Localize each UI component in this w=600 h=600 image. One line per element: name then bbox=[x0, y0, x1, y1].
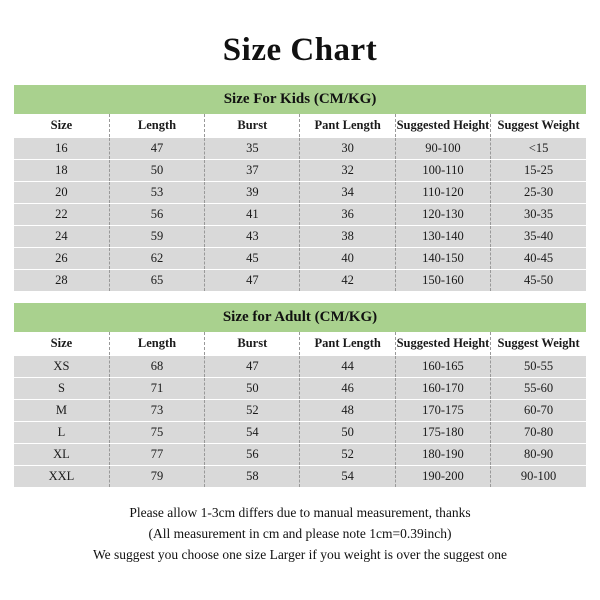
page-title: Size Chart bbox=[222, 32, 378, 68]
cell-burst: 47 bbox=[205, 270, 300, 292]
cell-pant-length: 40 bbox=[300, 248, 395, 270]
cell-pant-length: 32 bbox=[300, 160, 395, 182]
adult-table-band-row bbox=[14, 303, 586, 332]
cell-size: M bbox=[14, 400, 109, 422]
table-row bbox=[14, 422, 586, 444]
cell-height: 150-160 bbox=[395, 270, 490, 292]
adult-col-weight: Suggest Weight bbox=[491, 332, 586, 356]
cell-height: 90-100 bbox=[395, 138, 490, 160]
table-row bbox=[14, 204, 586, 226]
cell-size: XS bbox=[14, 356, 109, 378]
adult-table-band-label: Size for Adult (CM/KG) bbox=[14, 303, 586, 332]
cell-length: 73 bbox=[109, 400, 204, 422]
cell-size: 22 bbox=[14, 204, 109, 226]
kids-col-burst: Burst bbox=[205, 114, 300, 138]
kids-table-band-label: Size For Kids (CM/KG) bbox=[14, 85, 586, 114]
cell-size: 24 bbox=[14, 226, 109, 248]
cell-weight: 25-30 bbox=[491, 182, 586, 204]
cell-size: XXL bbox=[14, 466, 109, 488]
table-row bbox=[14, 138, 586, 160]
kids-col-size: Size bbox=[14, 114, 109, 138]
cell-pant-length: 44 bbox=[300, 356, 395, 378]
cell-height: 170-175 bbox=[395, 400, 490, 422]
cell-weight: 30-35 bbox=[491, 204, 586, 226]
cell-pant-length: 50 bbox=[300, 422, 395, 444]
cell-burst: 39 bbox=[205, 182, 300, 204]
cell-weight: 45-50 bbox=[491, 270, 586, 292]
kids-col-height: Suggested Height bbox=[395, 114, 490, 138]
cell-height: 160-170 bbox=[395, 378, 490, 400]
cell-length: 68 bbox=[109, 356, 204, 378]
cell-height: 190-200 bbox=[395, 466, 490, 488]
table-row bbox=[14, 248, 586, 270]
cell-height: 130-140 bbox=[395, 226, 490, 248]
cell-size: 20 bbox=[14, 182, 109, 204]
cell-weight: 35-40 bbox=[491, 226, 586, 248]
cell-burst: 54 bbox=[205, 422, 300, 444]
cell-length: 75 bbox=[109, 422, 204, 444]
cell-pant-length: 36 bbox=[300, 204, 395, 226]
cell-weight: 80-90 bbox=[491, 444, 586, 466]
cell-weight: <15 bbox=[491, 138, 586, 160]
cell-size: 28 bbox=[14, 270, 109, 292]
cell-burst: 56 bbox=[205, 444, 300, 466]
cell-pant-length: 42 bbox=[300, 270, 395, 292]
cell-length: 50 bbox=[109, 160, 204, 182]
cell-size: 16 bbox=[14, 138, 109, 160]
adult-col-pantlength: Pant Length bbox=[300, 332, 395, 356]
cell-length: 56 bbox=[109, 204, 204, 226]
table-row bbox=[14, 466, 586, 488]
cell-burst: 47 bbox=[205, 356, 300, 378]
cell-size: S bbox=[14, 378, 109, 400]
table-row bbox=[14, 444, 586, 466]
note-line-3: We suggest you choose one size Larger if you weight is over the suggest one bbox=[92, 546, 508, 562]
cell-size: L bbox=[14, 422, 109, 444]
table-row bbox=[14, 160, 586, 182]
cell-length: 47 bbox=[109, 138, 204, 160]
table-row bbox=[14, 356, 586, 378]
cell-weight: 70-80 bbox=[491, 422, 586, 444]
cell-burst: 50 bbox=[205, 378, 300, 400]
cell-height: 120-130 bbox=[395, 204, 490, 226]
cell-pant-length: 34 bbox=[300, 182, 395, 204]
cell-length: 79 bbox=[109, 466, 204, 488]
cell-weight: 50-55 bbox=[491, 356, 586, 378]
kids-table-header-row bbox=[14, 114, 586, 138]
cell-size: 18 bbox=[14, 160, 109, 182]
cell-length: 53 bbox=[109, 182, 204, 204]
cell-length: 59 bbox=[109, 226, 204, 248]
table-row bbox=[14, 270, 586, 292]
cell-height: 100-110 bbox=[395, 160, 490, 182]
kids-col-weight: Suggest Weight bbox=[491, 114, 586, 138]
note-line-2: (All measurement in cm and please note 1cm=0.39inch) bbox=[148, 525, 452, 541]
cell-pant-length: 52 bbox=[300, 444, 395, 466]
kids-size-table bbox=[14, 85, 586, 291]
table-row bbox=[14, 400, 586, 422]
kids-col-pantlength: Pant Length bbox=[300, 114, 395, 138]
cell-pant-length: 48 bbox=[300, 400, 395, 422]
cell-length: 65 bbox=[109, 270, 204, 292]
cell-weight: 60-70 bbox=[491, 400, 586, 422]
cell-burst: 58 bbox=[205, 466, 300, 488]
cell-size: 26 bbox=[14, 248, 109, 270]
cell-length: 62 bbox=[109, 248, 204, 270]
cell-pant-length: 30 bbox=[300, 138, 395, 160]
cell-size: XL bbox=[14, 444, 109, 466]
cell-burst: 41 bbox=[205, 204, 300, 226]
adult-size-table bbox=[14, 303, 586, 487]
cell-weight: 40-45 bbox=[491, 248, 586, 270]
cell-height: 110-120 bbox=[395, 182, 490, 204]
adult-col-size: Size bbox=[14, 332, 109, 356]
adult-table-header-row bbox=[14, 332, 586, 356]
adult-col-length: Length bbox=[109, 332, 204, 356]
kids-col-length: Length bbox=[109, 114, 204, 138]
cell-height: 180-190 bbox=[395, 444, 490, 466]
cell-burst: 35 bbox=[205, 138, 300, 160]
cell-weight: 90-100 bbox=[491, 466, 586, 488]
cell-burst: 45 bbox=[205, 248, 300, 270]
cell-weight: 55-60 bbox=[491, 378, 586, 400]
table-row bbox=[14, 182, 586, 204]
cell-pant-length: 54 bbox=[300, 466, 395, 488]
cell-weight: 15-25 bbox=[491, 160, 586, 182]
adult-col-burst: Burst bbox=[205, 332, 300, 356]
note-line-1: Please allow 1-3cm differs due to manual measurement, thanks bbox=[129, 505, 471, 520]
cell-length: 71 bbox=[109, 378, 204, 400]
table-row bbox=[14, 226, 586, 248]
footer-notes bbox=[14, 503, 586, 566]
cell-height: 140-150 bbox=[395, 248, 490, 270]
adult-col-height: Suggested Height bbox=[395, 332, 490, 356]
kids-table-band-row bbox=[14, 85, 586, 114]
table-row bbox=[14, 378, 586, 400]
cell-burst: 37 bbox=[205, 160, 300, 182]
cell-burst: 52 bbox=[205, 400, 300, 422]
cell-height: 175-180 bbox=[395, 422, 490, 444]
cell-length: 77 bbox=[109, 444, 204, 466]
cell-pant-length: 38 bbox=[300, 226, 395, 248]
cell-height: 160-165 bbox=[395, 356, 490, 378]
cell-burst: 43 bbox=[205, 226, 300, 248]
table-gap bbox=[14, 291, 586, 303]
cell-pant-length: 46 bbox=[300, 378, 395, 400]
